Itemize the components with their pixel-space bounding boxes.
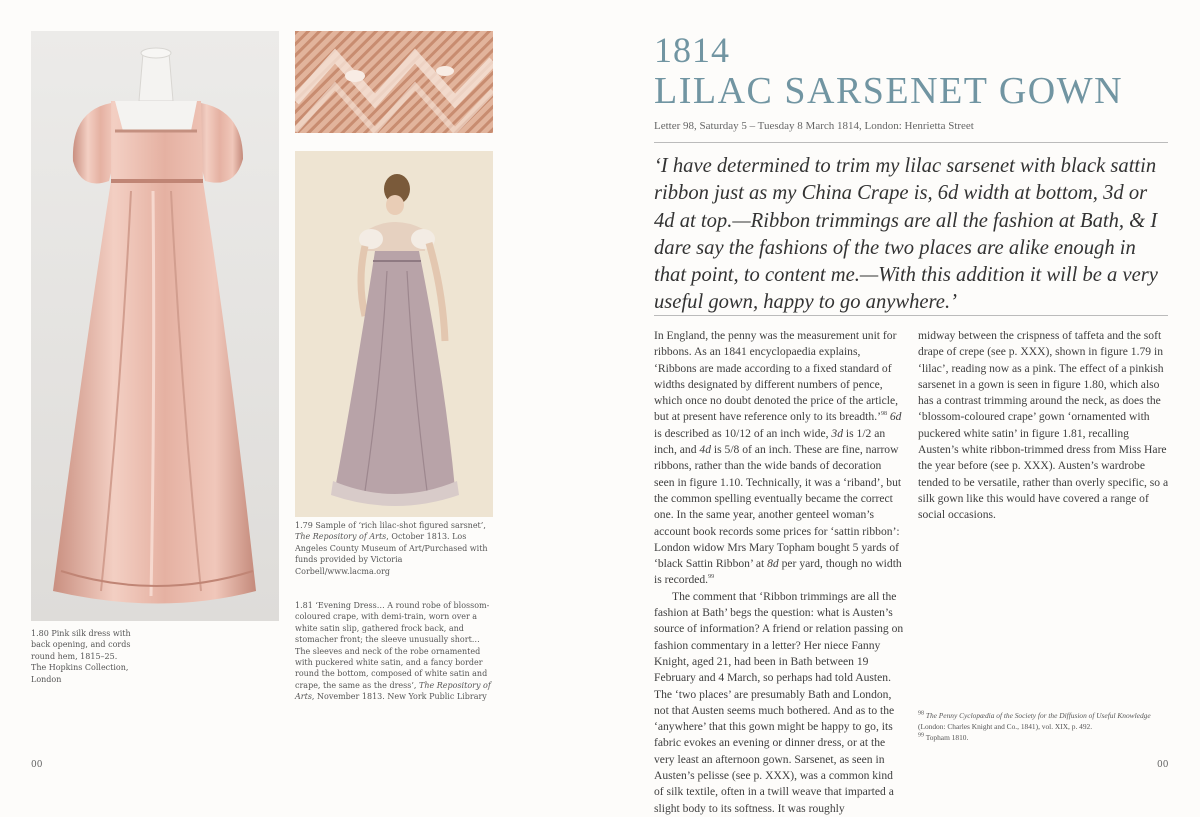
body-column-1 (654, 328, 904, 817)
footnote-98: $^{98}$ The Penny Cyclopædia of the Society for the Diffusion of Useful Knowledge (London: Charles Knight and Co., 1841), vol. XIX, p. 492. (918, 710, 1151, 731)
caption-figure-1-79 (295, 520, 491, 577)
photo-lilac-sarsnet-sample (295, 31, 493, 133)
page-number-right: 00 (1157, 760, 1169, 770)
footnote-ref[interactable]: 98 (880, 411, 887, 418)
body-paragraph: The comment that ‘Ribbon trimmings are all the fashion at Bath’ begs the question: what is Austen’s source of information? A friend or relation passing on fashion commentary in a letter? Her niece Fanny Knight, aged 21, had been in Bath between 19 February and 4 March, so perhaps had told Austen. The ‘two places’ are presumably Bath and London, not that Austen seems much bothered. And as to the ‘anywhere’ that this gown might be happy to go, its fabric evokes an evening or dinner dress, or at the very least an afternoon gown. Sarsenet, as seen in Austen’s pelisse (see p. XXX), was a common kind of silk textile, often in a twill weave that imparted a slight body to its softness. It was roughly (654, 589, 904, 815)
body-paragraph: midway between the crispness of taffeta and the soft drape of crepe (see p. XXX), shown in figure 1.79 in ‘lilac’, reading now as a pink. The effect of a pinkish sarsenet in a gown is seen in figure 1.80, which also has a contrast trimming around the neck, as does the ‘blossom-coloured crape’ gown ‘ornamented with puckered white satin’ in figure 1.81, recalling Austen’s white ribbon-trimmed dress from Miss Hare the year before (see p. XXX). Austen’s wardrobe tended to be versatile, rather than overly specific, so a silk gown like this would have covered a range of social occasions. (918, 329, 1169, 522)
footnote-ref[interactable]: 99 (708, 574, 715, 581)
heading-year: 1814 (654, 30, 730, 70)
letter-reference: Letter 98, Saturday 5 – Tuesday 8 March 1814, London: Henrietta Street (654, 120, 974, 132)
heading-title: LILAC SARSENET GOWN (654, 70, 1124, 112)
body-paragraph: In England, the penny was the measurement unit for ribbons. As an 1841 encyclopaedia explains, ‘Ribbons are made according to a fixed standard of widths designated by different numbers of pence, which once no doubt denoted the price of the article, but at present have reference only to its breadth.’$^{98}$ 6d is described as 10/12 of an inch wide, 3d is 1/2 an inch, and 4d is 5/8 of an inch. These are fine, narrow ribbons, rather than the wide bands of decoration seen in figure 1.10. Technically, it was a ‘riband’, but the common spelling eventually became the correct one. In the same year, another genteel woman’s account book records some prices for ‘sattin ribbon’: London widow Mrs Mary Topham bought 5 yards of ‘black Sattin Ribbon’ at 8d per yard, though no width is recorded.$^{99}$ (654, 329, 902, 587)
footnotes (918, 711, 1170, 743)
chapter-heading (654, 32, 1123, 110)
pull-quote: ‘I have determined to trim my lilac sarsenet with black sattin ribbon just as my China Crape is, 6d width at bottom, 3d or 4d at top.—Ribbon trimmings are all the fashion at Bath, & I dare say the fashions of the two places are alike enough in that point, to content me.—With this addition it will be a very useful gown, happy to go anywhere.’ (654, 155, 1158, 314)
caption-text: 1.81 ‘Evening Dress… A round robe of blossom-coloured crape, with demi-train, worn over a white satin slip, gathered frock back, and stomacher front; the sleeve unusually short… The sleeves and neck of the robe ornamented with puckered white satin, and a fancy border round the bottom, composed of white satin and crape, the same as the dress’, (295, 601, 490, 690)
caption-figure-1-81 (295, 600, 491, 703)
page-number-left: 00 (31, 760, 43, 770)
photo-pink-silk-dress (31, 31, 279, 621)
divider-bottom (654, 315, 1168, 316)
caption-text: , November 1813. New York Public Library (311, 692, 487, 702)
divider-top (654, 142, 1168, 143)
body-column-2 (918, 328, 1170, 524)
caption-text: 1.79 Sample of ‘rich lilac-shot figured sarsnet’, (295, 521, 486, 530)
caption-publication: The Repository of Arts (295, 680, 491, 702)
photo-evening-dress-fashion-plate (295, 151, 493, 517)
caption-figure-1-80: 1.80 Pink silk dress with back opening, and cords round hem, 1815–25. The Hopkins Collection, London (31, 629, 131, 684)
footnote-99: $^{99}$ Topham 1810. (918, 732, 969, 742)
caption-publication: The Repository of Arts (295, 532, 387, 542)
caption-text: , October 1813. Los Angeles County Museum of Art/Purchased with funds provided by Victoria Corbell/www.lacma.org (295, 532, 488, 576)
